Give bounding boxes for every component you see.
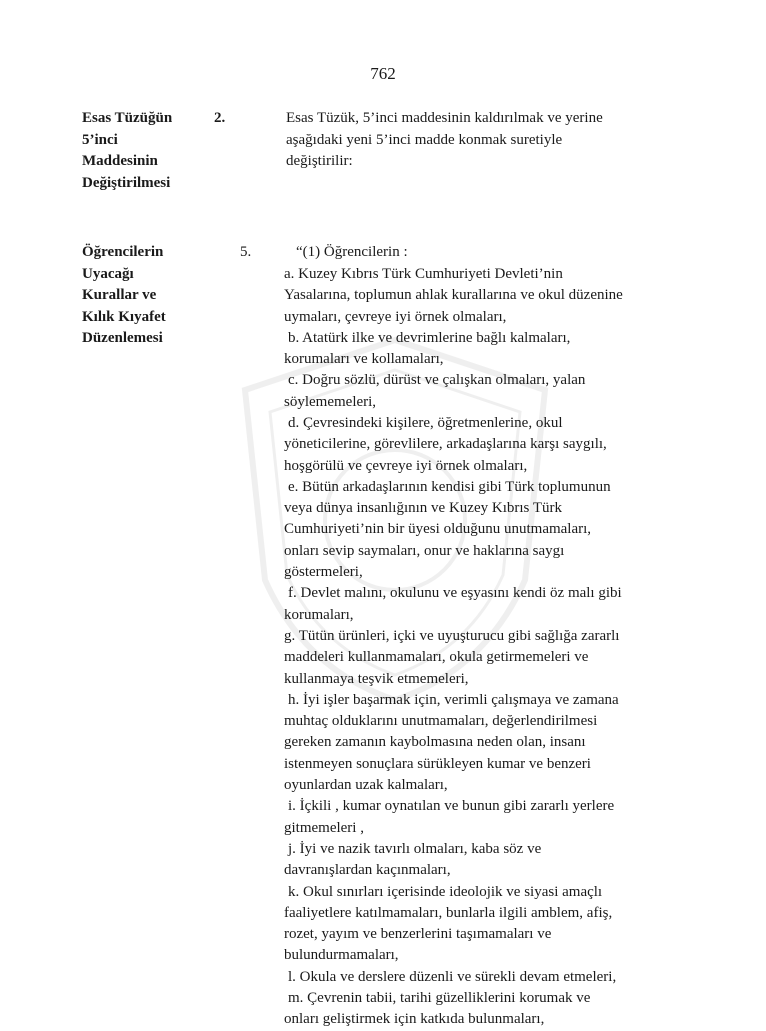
item-line: c. Doğru sözlü, dürüst ve çalışkan olmaları, yalan — [288, 372, 586, 389]
item-line: Cumhuriyeti’nin bir üyesi olduğunu unutmamaları, — [284, 521, 592, 538]
amendment-paragraph — [286, 108, 706, 173]
list-item-f — [284, 583, 714, 626]
side-heading-line: Esas Tüzüğün — [82, 110, 173, 126]
item-line: onları geliştirmek için katkıda bulunmaları, — [284, 1011, 545, 1028]
list-item-i — [284, 796, 714, 839]
side-heading-line: Maddesinin — [82, 153, 158, 169]
item-line: gereken zamanın kaybolmasına neden olan, insanı — [284, 734, 586, 751]
item-line: korumaları ve kollamaları, — [284, 351, 444, 368]
side-heading-line: Değiştirilmesi — [82, 174, 171, 191]
list-item-a — [284, 264, 714, 328]
list-item-h — [284, 690, 714, 796]
article-intro: “(1) Öğrencilerin : — [296, 244, 408, 260]
item-line: d. Çevresindeki kişilere, öğretmenlerine, okul — [288, 415, 563, 431]
list-item-e — [284, 477, 714, 583]
item-line: davranışlardan kaçınmaları, — [284, 862, 451, 879]
item-line: maddeleri kullanmamaları, okula getirmemeleri ve — [284, 649, 589, 666]
side-heading-line: Kurallar ve — [82, 287, 157, 303]
item-line: bulundurmamaları, — [284, 947, 399, 964]
item-line: gitmemeleri , — [284, 819, 364, 836]
item-line: h. İyi işler başarmak için, verimli çalışmaya ve zamana — [288, 691, 619, 708]
item-line: veya dünya insanlığının ve Kuzey Kıbrıs Türk — [284, 500, 562, 517]
rules-list-part1 — [284, 264, 714, 413]
list-item-k — [284, 882, 714, 967]
item-line: g. Tütün ürünleri, içki ve uyuşturucu gibi sağlığa zararlı — [284, 627, 620, 644]
side-heading-ogrenci-kurallari — [82, 242, 212, 350]
item-line: yöneticilerine, görevlilere, arkadaşlarına karşı saygılı, — [284, 436, 607, 453]
item-line: b. Atatürk ilke ve devrimlerine bağlı kalmaları, — [288, 329, 571, 346]
paragraph-line: değiştirilir: — [286, 153, 353, 169]
item-line: korumaları, — [284, 606, 354, 623]
list-item-d — [284, 413, 714, 477]
item-line: k. Okul sınırları içerisinde ideolojik ve siyasi amaçlı — [288, 883, 603, 900]
item-line: e. Bütün arkadaşlarının kendisi gibi Türk toplumunun — [288, 478, 611, 495]
item-line: istenmeyen sonuçlara sürükleyen kumar ve benzeri — [284, 755, 591, 772]
article-number: 5. — [240, 244, 252, 260]
item-line: oyunlardan uzak kalmaları, — [284, 777, 448, 794]
item-line: f. Devlet malını, okulunu ve eşyasını kendi öz malı gibi — [288, 585, 622, 602]
list-item-m — [284, 988, 714, 1031]
item-line: rozet, yayım ve benzerlerini taşımamaları ve — [284, 926, 552, 943]
list-item-j — [284, 839, 714, 882]
item-line: m. Çevrenin tabii, tarihi güzelliklerini korumak ve — [288, 990, 591, 1007]
list-item-c — [284, 370, 714, 413]
paragraph-line: aşağıdaki yeni 5’inci madde konmak suretiyle — [286, 131, 563, 148]
item-line: onları sevip saymaları, onur ve haklarına saygı — [284, 542, 565, 559]
rules-list-part2 — [284, 413, 714, 1031]
item-line: hoşgörülü ve çevreye iyi örnek olmaları, — [284, 457, 528, 474]
item-line: faaliyetlere katılmamaları, bunlarla ilgili amblem, afiş, — [284, 904, 613, 921]
list-item-g — [284, 626, 714, 690]
side-heading-line: Uyacağı — [82, 265, 134, 282]
item-line: göstermeleri, — [284, 564, 363, 581]
side-heading-esas-tuzuk — [82, 108, 212, 194]
item-line: kullanmaya teşvik etmemeleri, — [284, 670, 469, 687]
item-line: j. İyi ve nazik tavırlı olmaları, kaba söz ve — [288, 840, 542, 857]
item-line: uymaları, çevreye iyi örnek olmaları, — [284, 308, 507, 325]
item-line: l. Okula ve derslere düzenli ve sürekli devam etmeleri, — [288, 968, 617, 985]
side-heading-line: Düzenlemesi — [82, 330, 163, 346]
item-line: a. Kuzey Kıbrıs Türk Cumhuriyeti Devleti’nin — [284, 266, 563, 282]
section-number: 2. — [214, 110, 226, 126]
paragraph-line: Esas Tüzük, 5’inci maddesinin kaldırılmak ve yerine — [286, 110, 603, 126]
list-item-b — [284, 328, 714, 371]
list-item-l — [284, 967, 714, 988]
item-line: i. İçkili , kumar oynatılan ve bunun gibi zararlı yerlere — [288, 798, 615, 815]
item-line: söylememeleri, — [284, 393, 377, 410]
item-line: Yasalarına, toplumun ahlak kurallarına ve okul düzenine — [284, 287, 623, 304]
item-line: muhtaç olduklarını unutmamaları, değerlendirilmesi — [284, 713, 598, 730]
side-heading-line: 5’inci — [82, 131, 118, 148]
page-number: 762 — [370, 64, 396, 83]
side-heading-line: Kılık Kıyafet — [82, 308, 166, 325]
side-heading-line: Öğrencilerin — [82, 244, 164, 260]
